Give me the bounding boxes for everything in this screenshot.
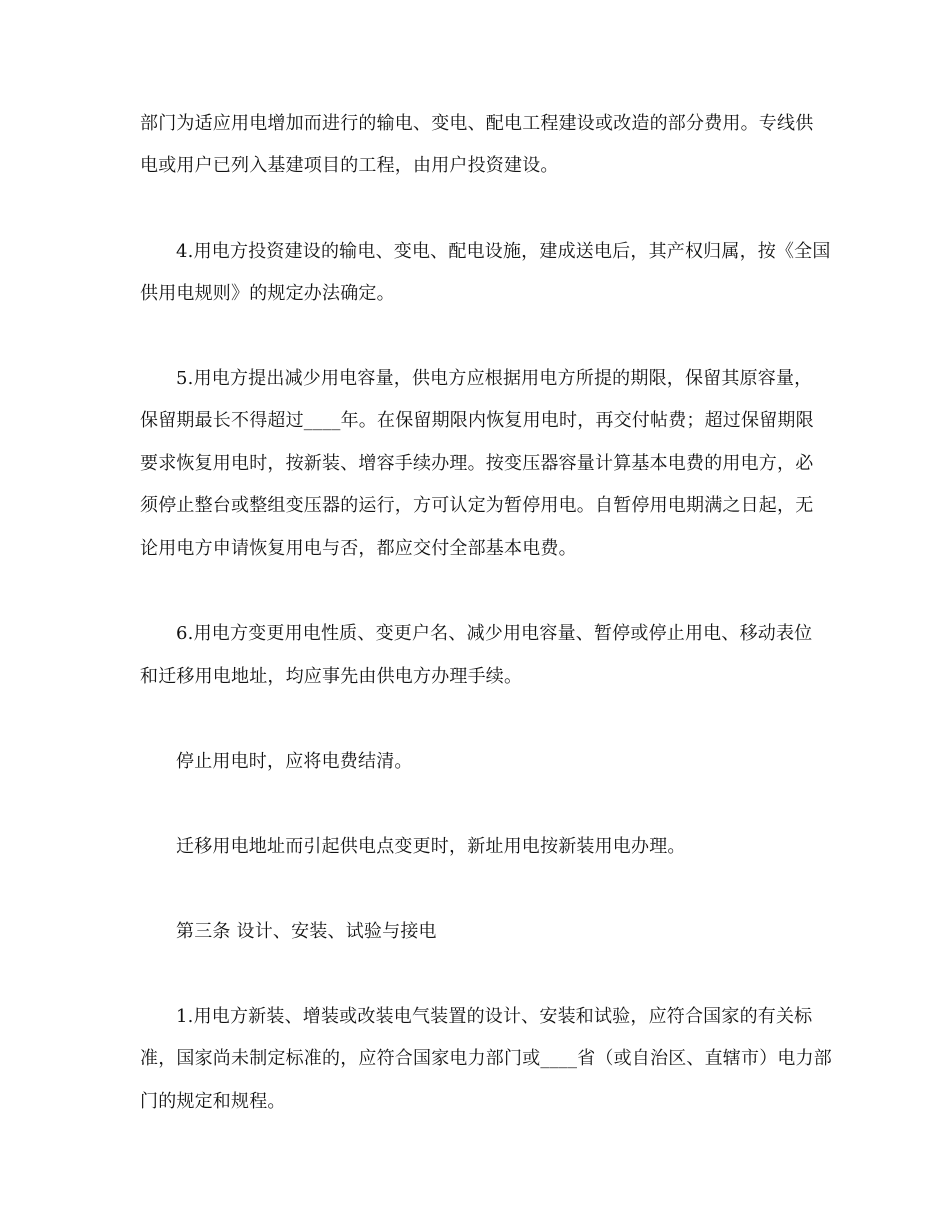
paragraph-line: 电或用户已列入基建项目的工程，由用户投资建设。 (140, 155, 559, 176)
paragraph-line: 部门为适应用电增加而进行的输电、变电、配电工程建设或改造的部分费用。专线供 (140, 113, 814, 134)
paragraph-line: 和迁移用电地址，均应事先由供电方办理手续。 (140, 666, 523, 687)
paragraph-line: 6.用电方变更用电性质、变更户名、减少用电容量、暂停或停止用电、移动表位 (176, 623, 813, 644)
paragraph-line: 要求恢复用电时，按新装、增容手续办理。按变压器容量计算基本电费的用电方，必 (140, 453, 814, 474)
section-heading: 第三条 设计、安装、试验与接电 (176, 921, 437, 942)
paragraph-line: 须停止整台或整组变压器的运行，方可认定为暂停用电。自暂停用电期满之日起，无 (140, 495, 814, 516)
paragraph-line: 保留期最长不得超过____年。在保留期限内恢复用电时，再交付帖费；超过保留期限 (140, 410, 814, 431)
paragraph-line: 4.用电方投资建设的输电、变电、配电设施，建成送电后，其产权归属，按《全国 (176, 241, 831, 262)
paragraph-line: 准，国家尚未制定标准的，应符合国家电力部门或____省（或自治区、直辖市）电力部 (140, 1048, 832, 1069)
paragraph-line: 1.用电方新装、增装或改装电气装置的设计、安装和试验，应符合国家的有关标 (176, 1006, 813, 1027)
paragraph-line: 迁移用电地址而引起供电点变更时，新址用电按新装用电办理。 (176, 836, 686, 857)
paragraph-line: 5.用电方提出减少用电容量，供电方应根据用电方所提的期限，保留其原容量， (176, 368, 813, 389)
paragraph-line: 论用电方申请恢复用电与否，都应交付全部基本电费。 (140, 538, 577, 559)
paragraph-line: 供用电规则》的规定办法确定。 (140, 283, 395, 304)
paragraph-line: 停止用电时，应将电费结清。 (176, 751, 413, 772)
paragraph-line: 门的规定和规程。 (140, 1091, 286, 1112)
